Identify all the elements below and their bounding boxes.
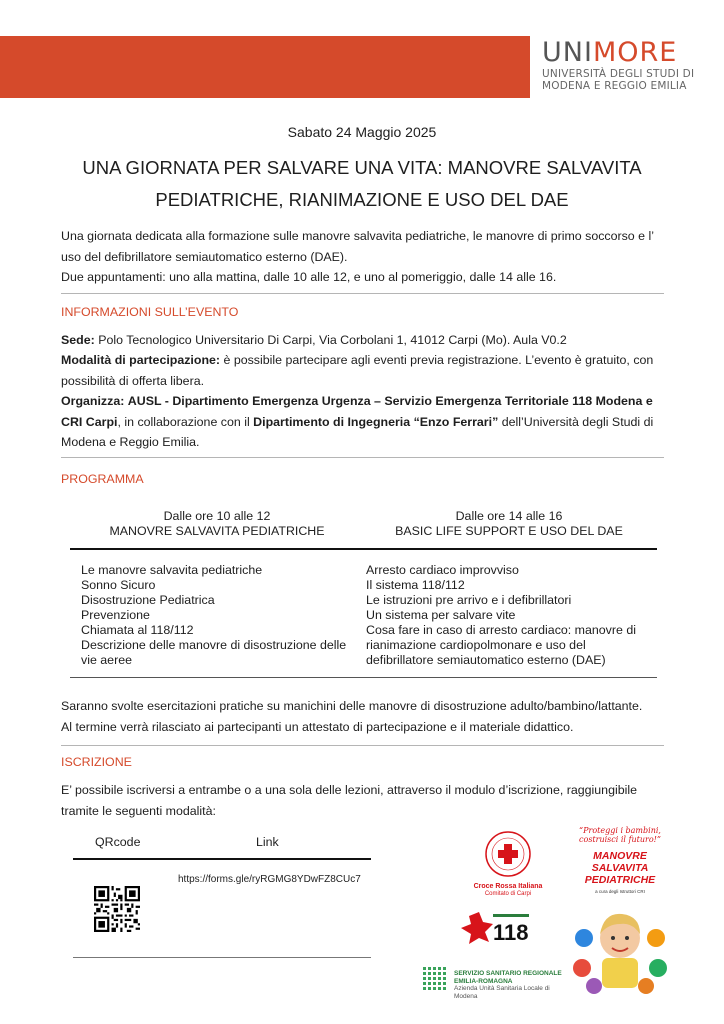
manovre-poster xyxy=(570,826,670,998)
modalita-line xyxy=(61,350,671,391)
poster-quote: “Proteggi i bambini, costruisci il futuro!” xyxy=(579,826,661,844)
organizza-bold-2: Dipartimento di Ingegneria “Enzo Ferrari” xyxy=(253,414,499,429)
appointments-text: Due appuntamenti: uno alla mattina, dalle 10 alle 12, e uno al pomeriggio, dalle 14 alle 16. xyxy=(61,270,557,284)
organizza-mid: , in collaborazione con il xyxy=(117,414,250,429)
list-item: Disostruzione Pediatrica xyxy=(81,593,215,607)
red-cross-icon xyxy=(470,830,546,878)
divider xyxy=(61,745,664,746)
programma-table-rule xyxy=(70,548,657,550)
event-date: Sabato 24 Maggio 2025 xyxy=(287,124,437,140)
list-item: Sonno Sicuro xyxy=(81,578,156,592)
programma-note-2: Al termine verrà rilasciato ai partecipanti un attestato di partecipazione e il materiale didattico. xyxy=(61,720,574,734)
list-item: Un sistema per salvare vite xyxy=(366,608,516,622)
col2-time: Dalle ore 14 alle 16 xyxy=(455,509,563,523)
organizza-label: Organizza: xyxy=(61,394,125,408)
programma-note-1: Saranno svolte esercitazioni pratiche su manichini delle manovre di disostruzione adulto/bambino/lattante. xyxy=(61,699,643,713)
col1-time: Dalle ore 10 alle 12 xyxy=(163,509,271,523)
unimore-logo xyxy=(542,38,712,92)
list-item: Cosa fare in caso di arresto cardiaco: manovre di rianimazione cardiopolmonare e uso del defibrillatore semiautomatico esterno (DAE) xyxy=(366,623,636,667)
list-item: Le manovre salvavita pediatriche xyxy=(81,563,263,577)
poster-subtitle: a cura degli Istruttori CRI xyxy=(595,889,645,894)
programma-section-title: PROGRAMMA xyxy=(61,472,144,486)
programma-col1-list xyxy=(81,563,357,668)
list-item: Le istruzioni pre arrivo e i defibrillatori xyxy=(366,593,572,607)
event-title xyxy=(60,152,664,216)
logo-main-accent: MORE xyxy=(592,37,678,68)
ssr-text xyxy=(454,970,562,1000)
sede-text: Polo Tecnologico Universitario Di Carpi, Via Corbolani 1, 41012 Carpi (Mo). Aula V0.2 xyxy=(98,333,567,347)
event-title-line-2: PEDIATRICHE, RIANIMAZIONE E USO DEL DAE xyxy=(155,189,569,210)
logo-main-prefix: UNI xyxy=(542,37,593,68)
sede-label: Sede: xyxy=(61,333,95,347)
organizza-end: dell’Università degli Studi di Modena e Reggio Emilia. xyxy=(61,414,654,449)
iscrizione-text: E’ possibile iscriversi a entrambe o a una sola delle lezioni, attraverso il modulo d’iscrizione, raggiungibile tramite le seguenti modalità: xyxy=(61,783,637,818)
qr-code-icon[interactable] xyxy=(94,886,140,932)
emergency-118-text: 118 xyxy=(493,920,529,945)
list-item: Prevenzione xyxy=(81,608,150,622)
iscrizione-table-bottom-rule xyxy=(73,957,371,958)
croce-rossa-logo xyxy=(470,830,546,897)
qrcode-column-header: QRcode xyxy=(95,835,141,849)
programma-col2-head xyxy=(360,509,658,539)
programma-col2-list xyxy=(366,563,652,668)
col2-title: BASIC LIFE SUPPORT E USO DEL DAE xyxy=(395,524,623,538)
header-banner xyxy=(0,36,530,98)
sede-line xyxy=(61,330,671,351)
list-item: Arresto cardiaco improvviso xyxy=(366,563,519,577)
child-hands-illustration xyxy=(570,898,670,998)
iscrizione-table-rule xyxy=(73,858,371,860)
intro-paragraph: Una giornata dedicata alla formazione sulle manovre salvavita pediatriche, le manovre di primo soccorso e l’ uso del defibrillatore semiautomatico esterno (DAE). xyxy=(61,229,654,264)
col1-title: MANOVRE SALVAVITA PEDIATRICHE xyxy=(109,524,325,538)
poster-title: MANOVRE SALVAVITA PEDIATRICHE xyxy=(584,850,656,886)
organizza-line xyxy=(61,391,671,453)
list-item: Descrizione delle manovre di disostruzione delle vie aeree xyxy=(81,638,347,667)
registration-link[interactable]: https://forms.gle/ryRGMG8YDwFZ8CUc7 xyxy=(178,874,361,885)
ssr-emilia-romagna-logo xyxy=(422,966,562,1001)
organizza-bold: AUSL - Dipartimento Emergenza Urgenza – Servizio Emergenza Territoriale 118 Modena e CRI Carpi xyxy=(61,394,653,429)
logo-line-1: UNIVERSITÀ DEGLI STUDI DI xyxy=(542,68,695,80)
ssr-line-1: SERVIZIO SANITARIO REGIONALE xyxy=(454,970,562,977)
divider xyxy=(61,457,664,458)
list-item: Chiamata al 118/112 xyxy=(81,623,194,637)
modalita-label: Modalità di partecipazione: xyxy=(61,353,221,367)
ssr-grid-icon xyxy=(422,966,452,996)
link-column-header: Link xyxy=(256,835,279,849)
cri-subtitle: Comitato di Carpi xyxy=(484,891,532,897)
divider xyxy=(61,293,664,294)
ssr-line-2: EMILIA-ROMAGNA xyxy=(454,977,513,985)
modalita-text: è possibile partecipare agli eventi previa registrazione. L’evento è gratuito, con possibilità di offerta libera. xyxy=(61,353,654,388)
event-title-line-1: UNA GIORNATA PER SALVARE UNA VITA: MANOVRE SALVAVITA xyxy=(82,157,642,178)
ssr-line-3: Azienda Unità Sanitaria Locale di Modena xyxy=(454,985,550,1000)
info-section-title: INFORMAZIONI SULL’EVENTO xyxy=(61,305,239,319)
programma-table-bottom-rule xyxy=(70,677,657,678)
list-item: Il sistema 118/112 xyxy=(366,578,465,592)
iscrizione-section-title: ISCRIZIONE xyxy=(61,755,132,769)
emergency-118-logo xyxy=(455,908,535,948)
logo-line-2: MODENA E REGGIO EMILIA xyxy=(542,80,687,92)
programma-col1-head xyxy=(70,509,364,539)
cri-name: Croce Rossa Italiana xyxy=(473,883,543,890)
